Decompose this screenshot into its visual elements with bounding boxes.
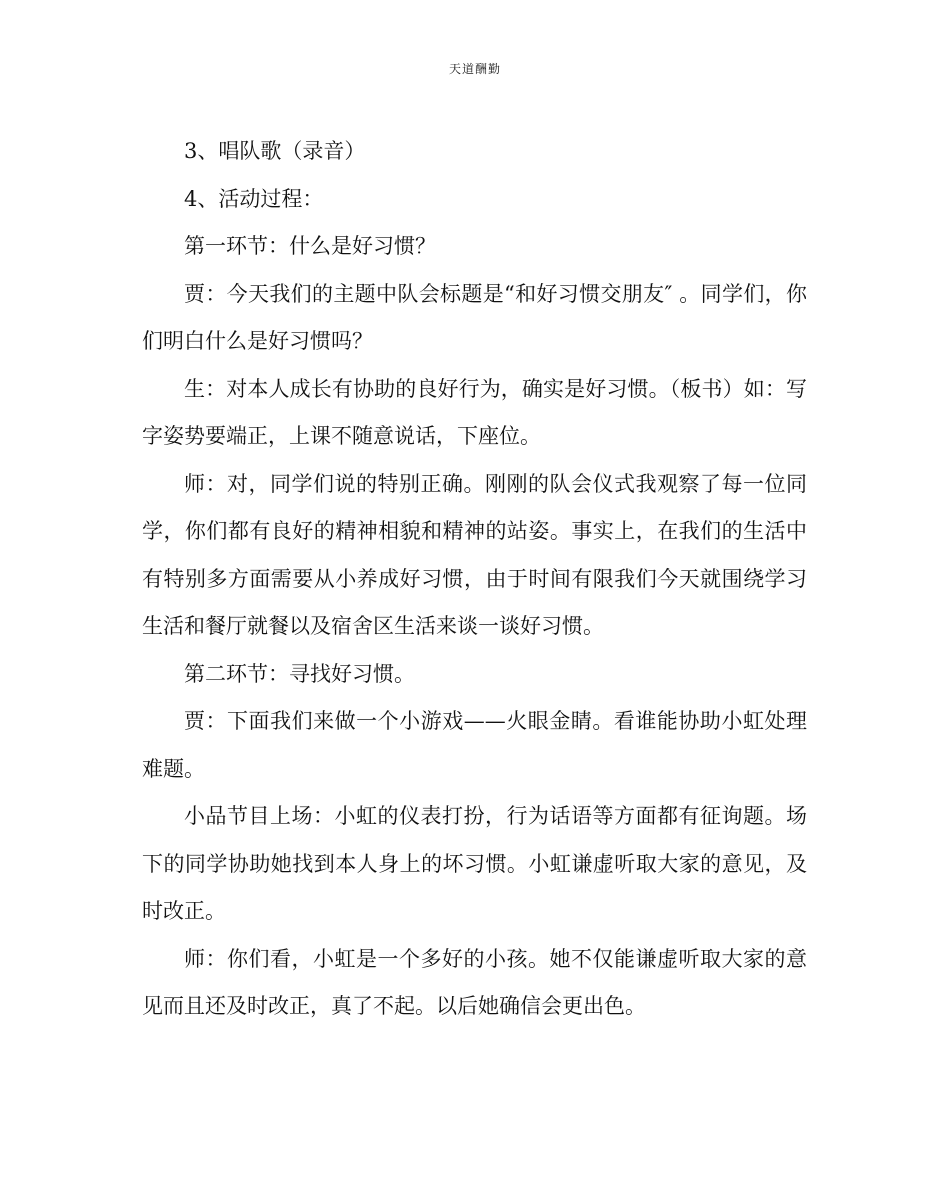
page-header: 天道酬勤 bbox=[448, 62, 501, 76]
paragraph-skit: 小品节目上场：小虹的仪表打扮，行为话语等方面都有征询题。场下的同学协助她找到本人身上的坏习惯。小虹谦虚听取大家的意见，及时改正。 bbox=[142, 804, 807, 923]
paragraph-jia-intro: 贾：今天我们的主题中队会标题是“和好习惯交朋友″ 。同学们，你们明白什么是好习惯吗？ bbox=[142, 281, 807, 353]
document-body bbox=[142, 128, 807, 1031]
paragraph-student-answer: 生：对本人成长有协助的良好行为，确实是好习惯。（板书）如：写字姿势要端正，上课不随意说话，下座位。 bbox=[142, 376, 807, 448]
paragraph-section-two-title: 第二环节：寻找好习惯。 bbox=[184, 661, 415, 686]
paragraph-teacher-praise: 师：你们看，小虹是一个多好的小孩。她不仅能谦虚听取大家的意见而且还及时改正，真了不起。以后她确信会更出色。 bbox=[142, 946, 807, 1018]
paragraph-jia-game: 贾：下面我们来做一个小游戏——火眼金睛。看谁能协助小虹处理难题。 bbox=[142, 709, 807, 781]
paragraph-section-one-title: 第一环节：什么是好习惯？ bbox=[184, 234, 436, 258]
paragraph-sing-team-song: 3、唱队歌（录音） bbox=[184, 139, 366, 163]
paragraph-activity-process: 4、活动过程： bbox=[184, 186, 324, 211]
paragraph-teacher-comment: 师：对，同学们说的特别正确。刚刚的队会仪式我观察了每一位同学，你们都有良好的精神相貌和精神的站姿。事实上，在我们的生活中有特别多方面需要从小养成好习惯，由于时间有限我们今天就围绕学习生活和餐厅就餐以及宿舍区生活来谈一谈好习惯。 bbox=[142, 471, 807, 638]
